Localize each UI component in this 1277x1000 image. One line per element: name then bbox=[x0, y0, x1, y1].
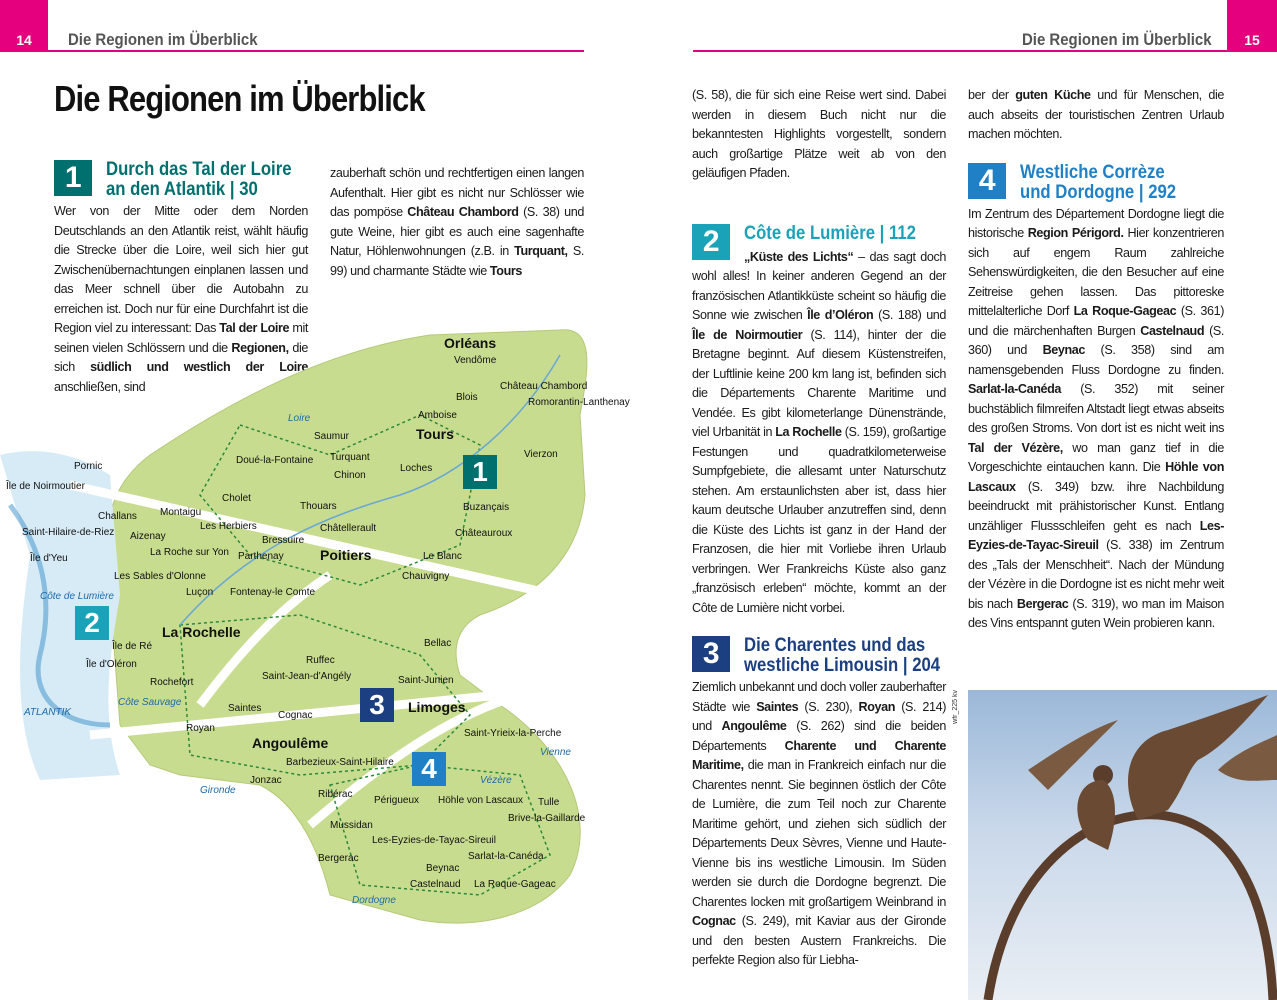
map-label: Île de Ré bbox=[112, 641, 153, 652]
text-run: zauberhaft schön und rechtfertigen einen langen Aufenthalt. Hier gibt es nicht nur Schlösser wie das pompöse bbox=[330, 166, 584, 219]
map-label: Angoulême bbox=[252, 735, 329, 751]
map-label: Parthenay bbox=[238, 551, 284, 562]
map-label: Gironde bbox=[200, 785, 236, 796]
map-label: Bellac bbox=[424, 638, 452, 649]
bold-term: Charente und Charente Maritime, bbox=[692, 738, 946, 772]
bold-term: Île de Noirmoutier bbox=[692, 327, 803, 342]
map-label: Saumur bbox=[314, 431, 350, 442]
map-label: Châteauroux bbox=[455, 528, 513, 539]
map-label: La Rochelle bbox=[162, 624, 241, 640]
map-label: Tulle bbox=[538, 797, 560, 808]
map-badge-region-2: 2 bbox=[75, 606, 109, 640]
section-heading-3 bbox=[692, 636, 946, 676]
map-label: Fontenay-le Comte bbox=[230, 587, 316, 598]
map-label: Île de Noirmoutier bbox=[6, 481, 85, 492]
map-badge-region-3: 3 bbox=[360, 688, 394, 722]
header-rule-left bbox=[0, 50, 584, 52]
map-label: Île d'Yeu bbox=[30, 553, 68, 564]
map-label: Saintes bbox=[228, 703, 262, 714]
bold-term: guten Küche bbox=[1015, 88, 1091, 102]
text-run: (S. 159), großartige Festungen und quadratkilometerweise Sumpfgebiete, die allesamt unter Naturschutz stehen. Am erstaunlichsten aber ist, dass hier kaum deutsche Urlauber anzutreffen sind, denn die Küste des Lichts ist ganz in der Hand der Franzosen, die hier mit Vorliebe ihren Urlaub verbringen. Wer Frankreichs Küste also ganz „französisch erleben“ möchte, kommt an der Côte de Lumière nicht vorbei. bbox=[692, 425, 946, 615]
map-label: Poitiers bbox=[320, 547, 372, 563]
map-label: Sarlat-la-Canéda bbox=[468, 851, 544, 862]
region-map bbox=[0, 295, 630, 935]
map-label: Châtellerault bbox=[320, 523, 377, 534]
text-run: (S. 58), die für sich eine Reise wert sind. Dabei werden in diesem Buch nicht nur die bekanntesten Highlights vorgestellt, sondern auch großartige Plätze weit ab von den geläufigen Pfaden. bbox=[692, 88, 946, 180]
bold-term: Tours bbox=[489, 263, 522, 278]
map-label: Vendôme bbox=[454, 355, 497, 366]
bold-term: Region Périgord. bbox=[1027, 226, 1124, 240]
map-label: Cholet bbox=[222, 493, 251, 504]
map-label: Turquant bbox=[330, 452, 370, 463]
paragraph bbox=[968, 205, 1224, 634]
map-label: Royan bbox=[186, 723, 215, 734]
map-label: Romorantin-Lanthenay bbox=[528, 397, 630, 408]
map-label: Rochefort bbox=[150, 677, 194, 688]
text-run: ber der bbox=[968, 88, 1016, 102]
text-run: (S. 188) und bbox=[873, 308, 947, 322]
text-run: (S. 262) sind die beiden Départements bbox=[692, 719, 946, 753]
text-run: Wer von der Mitte oder dem Norden Deutschlands an den Atlantik reist, wählt häufig die Strecke über die Loire, weil sich hier gut Zwischenübernachtungen einplanen lassen und das Meer schnell über die Autobahn zu erreichen ist. Doch nur für eine Durchfahrt ist die Region viel zu interessant: Das bbox=[54, 204, 308, 335]
section-heading-4 bbox=[968, 163, 1224, 203]
region-number-badge: 2 bbox=[692, 224, 730, 260]
bold-term: Bergerac bbox=[1016, 596, 1069, 611]
bold-term: Höhle von Lascaux bbox=[968, 460, 1224, 494]
map-label: Beynac bbox=[426, 863, 460, 874]
sculpture-photo bbox=[968, 690, 1277, 1000]
map-label: Loire bbox=[288, 413, 311, 424]
text-run: (S. 349) bzw. ihre Nachbildung beeindruckt mit prähistorischer Kunst. Entlang unzähliger Flussschleifen geht es nach bbox=[968, 479, 1224, 533]
region-number-badge: 1 bbox=[54, 160, 92, 196]
map-label: Cognac bbox=[278, 710, 313, 721]
map-label: Île d'Oléron bbox=[86, 659, 137, 670]
text-run: und für Menschen, die auch abseits der touristischen Zentren Urlaub machen möchten. bbox=[968, 88, 1224, 141]
map-label: Les Sables d'Olonne bbox=[114, 571, 206, 582]
map-label: Mussidan bbox=[330, 820, 373, 831]
text-run: (S. 114), hinter der die Bretagne beginnt. Auf diesem Küstenstreifen, der Luftlinie keine 200 km lang ist, befinden sich die Départements Charente Maritime und Vendée. Es gibt kilometerlange Dünenstrände, viel Urbanität in bbox=[692, 327, 946, 439]
bold-term: Regionen, bbox=[231, 340, 289, 355]
text-run: (S. 352) mit seiner buchstäblich filmreifen Altstadt liegt etwas abseits des großen Stroms. Von dort ist es nicht weit ins bbox=[968, 382, 1224, 435]
map-label: Limoges bbox=[408, 699, 466, 715]
page-title: Die Regionen im Überblick bbox=[54, 78, 425, 119]
map-label: Brive-la-Gaillarde bbox=[508, 813, 586, 824]
section-title: und Dordogne | 292 bbox=[1020, 181, 1177, 203]
map-label: Le Blanc bbox=[423, 551, 462, 562]
bold-term: La Rochelle bbox=[775, 425, 842, 439]
bold-term: südlich und westlich der Loire bbox=[90, 360, 308, 374]
text-run: (S. 361) und die märchenhaften Burgen bbox=[968, 304, 1224, 338]
bold-term: Sarlat-la-Canéda bbox=[968, 382, 1061, 396]
bold-term: Île d’Oléron bbox=[807, 308, 874, 322]
map-label: Les-Eyzies-de-Tayac-Sireuil bbox=[372, 835, 496, 846]
text-run: – das sagt doch wohl alles! In keiner anderen Gegend an der französischen Atlantikküste scheint so häufig die Sonne wie zwischen bbox=[692, 249, 946, 322]
text-run: mit seinen vielen Schlössern und die bbox=[54, 321, 309, 355]
header-rule-right bbox=[693, 50, 1277, 52]
map-label: Saint-Junien bbox=[398, 675, 454, 686]
map-label: Amboise bbox=[418, 410, 457, 421]
text-run: Hier konzentrieren sich auf engem Raum zahlreiche Sehenswürdigkeiten, die den Besucher auf eine Zeitreise gehen lassen. Das pittoreske mittelalterliche Dorf bbox=[968, 226, 1224, 318]
bold-term: Saintes bbox=[756, 699, 799, 714]
bold-term: Castelnaud bbox=[1140, 323, 1205, 338]
paragraph bbox=[692, 86, 946, 184]
map-label: Vézère bbox=[480, 775, 512, 786]
section-title: Die Charentes und das bbox=[744, 635, 926, 656]
map-label: Loches bbox=[400, 463, 433, 474]
map-label: La Roche sur Yon bbox=[150, 547, 229, 558]
map-label: Orléans bbox=[444, 335, 497, 351]
paragraph bbox=[692, 678, 946, 971]
map-label: Côte Sauvage bbox=[118, 697, 182, 708]
map-label: Chinon bbox=[334, 470, 366, 481]
bold-term: Château Chambord bbox=[407, 205, 519, 219]
rooster-sculpture-image bbox=[968, 690, 1277, 1000]
map-label: Buzançais bbox=[463, 502, 510, 513]
text-run: anschließen, sind bbox=[54, 379, 146, 394]
text-run: die man in Frankreich einfach nur die Charentes nennt. Sie beginnen östlich der Côte de Lumière, die zum Teil noch zur Charente Maritime gehört, und ziehen sich südlich der Départements Deux Sèvres, Vienne und Haute-Vienne bis ins westliche Limousin. Im Süden werden sie durch die Dordogne begrenzt. Die Charentes locken mit großartigem Weinbrand in bbox=[692, 758, 946, 909]
page-number-left: 14 bbox=[0, 0, 48, 52]
text-run: S. 99) und charmante Städte wie bbox=[330, 244, 584, 278]
text-run: (S. 230), bbox=[798, 699, 859, 714]
map-label: Saint-Yrieix-la-Perche bbox=[464, 728, 562, 739]
text-run: (S. 38) und gute Weine, hier gibt es auch eine sagenhafte Natur, Höhlenwohnungen (z.B. in bbox=[330, 205, 584, 258]
text-run: (S. 319), wo man im Maison des Vins entspannt guten Wein probieren kann. bbox=[968, 596, 1224, 630]
section-title: westliche Limousin | 204 bbox=[744, 655, 941, 676]
map-label: Ruffec bbox=[306, 655, 335, 666]
bold-term: Cognac bbox=[692, 914, 736, 928]
text-run: Ziemlich unbekannt und doch voller zauberhafter Städte wie bbox=[692, 680, 946, 714]
map-label: Saint-Hilaire-de-Riez bbox=[22, 527, 115, 538]
map-label: Saint-Jean-d'Angély bbox=[262, 671, 352, 682]
map-label: La Roque-Gageac bbox=[474, 879, 556, 890]
text-run: (S. 214) und bbox=[692, 699, 946, 733]
paragraph bbox=[692, 248, 946, 619]
text-run: (S. 358) sind am namensgebenden Fluss Dordogne zu finden. bbox=[968, 343, 1224, 377]
running-header-left: Die Regionen im Überblick bbox=[68, 30, 258, 49]
map-label: Doué-la-Fontaine bbox=[236, 455, 314, 466]
bold-term: Tal der Vézère, bbox=[968, 440, 1063, 455]
column-4 bbox=[968, 86, 1224, 634]
map-label: Jonzac bbox=[250, 775, 282, 786]
map-label: Tours bbox=[416, 426, 454, 442]
map-label: Luçon bbox=[186, 587, 214, 598]
photo-credit: wfr_225 kv bbox=[952, 690, 959, 724]
region-number-badge: 4 bbox=[968, 163, 1006, 199]
map-label: Ribérac bbox=[318, 789, 353, 800]
section-title: Côte de Lumière | 112 bbox=[744, 222, 916, 244]
text-run: die sich bbox=[54, 340, 308, 374]
map-label: Höhle von Lascaux bbox=[438, 795, 524, 806]
region-number-badge: 3 bbox=[692, 636, 730, 672]
map-label: Dordogne bbox=[352, 895, 396, 906]
map-badge-region-1: 1 bbox=[463, 455, 497, 489]
map-label: Aizenay bbox=[130, 531, 166, 542]
map-label: Castelnaud bbox=[410, 879, 461, 890]
text-run: (S. 249), mit Kaviar aus der Gironde und den besten Austern Frankreichs. Die perfekte Region also für Liebha- bbox=[692, 914, 946, 967]
paragraph bbox=[968, 86, 1224, 145]
bold-term: Les-Eyzies-de-Tayac-Sireuil bbox=[968, 518, 1224, 552]
map-label: Bressuire bbox=[262, 535, 305, 546]
section-heading-1 bbox=[54, 160, 308, 200]
column-2 bbox=[330, 164, 584, 281]
map-label: Château Chambord bbox=[500, 381, 588, 392]
map-label: Vienne bbox=[540, 747, 571, 758]
bold-term: Tal der Loire bbox=[219, 321, 290, 335]
map-label: Montaigu bbox=[160, 507, 202, 518]
map-label: Blois bbox=[456, 392, 478, 403]
text-run: Im Zentrum des Département Dordogne liegt die historische bbox=[968, 206, 1224, 240]
map-badge-region-4: 4 bbox=[412, 752, 446, 786]
section-title: an den Atlantik | 30 bbox=[106, 179, 258, 200]
map-label: Barbezieux-Saint-Hilaire bbox=[286, 757, 394, 768]
map-label: Périgueux bbox=[374, 795, 420, 806]
map-label: Pornic bbox=[74, 461, 103, 472]
map-label: Challans bbox=[98, 511, 137, 522]
section-title: Durch das Tal der Loire bbox=[106, 159, 292, 180]
map-label: Les Herbiers bbox=[200, 521, 257, 532]
map-label: Côte de Lumière bbox=[40, 591, 114, 602]
bold-term: „Küste des Lichts“ bbox=[744, 249, 854, 264]
running-header-right: Die Regionen im Überblick bbox=[1022, 30, 1212, 49]
column-3 bbox=[692, 86, 946, 971]
map-label: ATLANTIK bbox=[24, 707, 72, 718]
bold-term: La Roque-Gageac bbox=[1073, 304, 1177, 318]
paragraph bbox=[330, 164, 584, 281]
map-label: Vierzon bbox=[524, 449, 558, 460]
map-label: Chauvigny bbox=[402, 571, 450, 582]
page-number-right: 15 bbox=[1227, 0, 1277, 52]
text-run: (S. 360) und bbox=[968, 323, 1224, 357]
bold-term: Angoulême bbox=[721, 719, 787, 733]
map-label: Bergerac bbox=[318, 853, 359, 864]
bold-term: Beynac bbox=[1042, 343, 1085, 357]
text-run: wo man ganz tief in die Vorgeschichte eintauchen kann. Die bbox=[968, 440, 1224, 474]
text-run: (S. 338) im Zentrum des „Tals der Menschheit“. Nach der Mündung der Vézère in die Dordogne ist es nicht mehr weit bis nach bbox=[968, 538, 1224, 611]
map-label: Thouars bbox=[300, 501, 337, 512]
section-title: Westliche Corrèze bbox=[1020, 161, 1165, 183]
bold-term: Royan bbox=[858, 699, 896, 714]
bold-term: Turquant, bbox=[514, 244, 568, 258]
